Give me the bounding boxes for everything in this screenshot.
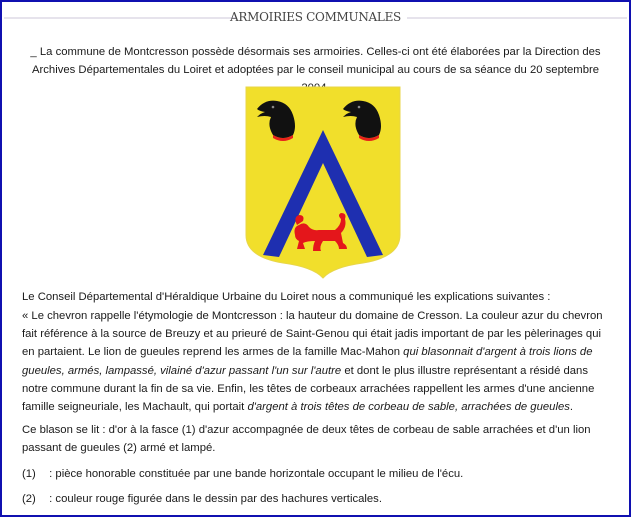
page-title: ARMOIRIES COMMUNALES xyxy=(230,10,401,24)
explanation-blazon-2: d'argent à trois têtes de corbeau de sable, arrachées de gueules xyxy=(247,401,570,414)
footnote-1 xyxy=(22,465,463,483)
footnote-number: (2) xyxy=(22,493,36,505)
footnote-text: : pièce honorable constituée par une bande horizontale occupant le milieu de l'écu. xyxy=(49,468,464,480)
explanation-text-2: et dont le plus illustre représentant a résidé dans notre commune durant la fin de sa vie. Enfin, les têtes de corbeaux arrachées rappellent les armes d'une ancienne famille seigneuriale, les Machault, qui portait xyxy=(22,364,595,414)
footnote-text: : couleur rouge figurée dans le dessin par des hachures verticales. xyxy=(49,493,382,505)
intro-text: La commune de Montcresson possède désormais ses armoiries. Celles-ci ont été élaborées par la Direction des Archives Départementales du Loiret et adoptées par le conseil municipal au cours de sa séance du 20 septembre xyxy=(31,46,601,76)
blazon-reading: Ce blason se lit : d'or à la fasce (1) d'azur accompagnée de deux têtes de corbeau de sable arrachées et d'un lion passant de gueules (2) armé et lampé. xyxy=(22,424,591,455)
coat-of-arms-icon xyxy=(243,85,403,279)
section-heading xyxy=(4,8,627,26)
footnote-number: (1) xyxy=(22,468,36,480)
explanation-text-3: . xyxy=(569,401,574,414)
intro-marker: _ xyxy=(30,46,37,58)
explanation-blazon-1: qui blasonnait d'argent à trois lions de gueules, armés, lampassé, vilainé d'azur passant l'un sur l'autre xyxy=(22,346,593,377)
explanation-paragraph xyxy=(22,307,615,416)
footnote-2 xyxy=(22,490,382,508)
explanation-text-1: « Le chevron rappelle l'étymologie de Montcresson : la hauteur du domaine de Cresson. La couleur azur du chevron fait référence à la source de Breuzy et au prieuré de Saint-Genou qui était jadis important de par les pèlerinages qui en partaient. Le lion de gueules reprend les armes de la famille Mac-Mahon xyxy=(22,310,603,359)
council-intro: Le Conseil Départemental d'Héraldique Urbaine du Loiret nous a communiqué les explications suivantes : xyxy=(22,291,551,303)
